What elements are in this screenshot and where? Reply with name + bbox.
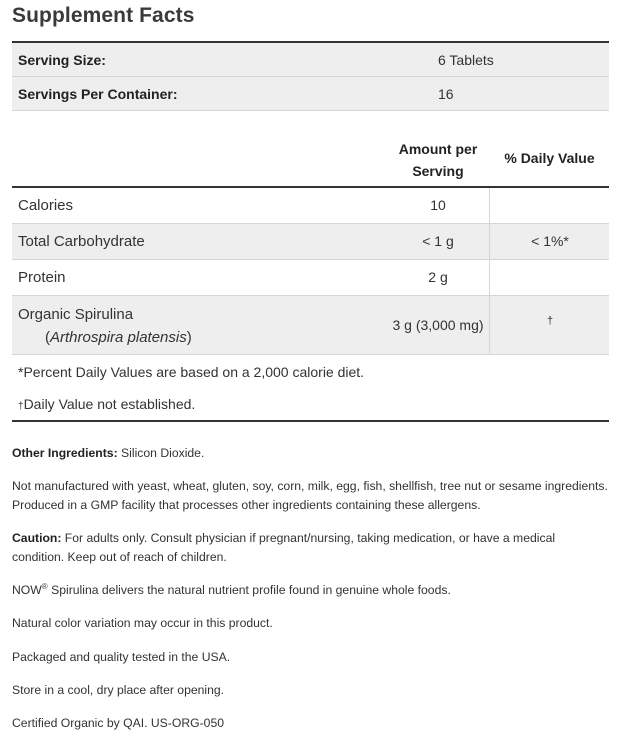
allergen-statement: Not manufactured with yeast, wheat, gluten, soy, corn, milk, egg, fish, shellfish, tree nut or sesame ingredients. Produced in a GMP facility that processes other ingredients containing these allergens. xyxy=(12,479,608,512)
nutrient-amount: 3 g (3,000 mg) xyxy=(392,317,484,333)
nutrient-name-block xyxy=(18,303,192,349)
serving-size-value: 6 Tablets xyxy=(438,51,494,68)
table-footnotes xyxy=(12,355,609,422)
nutrient-table-header xyxy=(12,128,609,188)
servings-per-container-row xyxy=(12,76,609,110)
latin-species-name: Arthrospira platensis xyxy=(50,329,187,346)
dv-not-established-footnote xyxy=(18,396,195,412)
caution-statement xyxy=(12,529,609,567)
dv-not-established-text: Daily Value not established. xyxy=(23,396,196,412)
other-ingredients xyxy=(12,444,609,463)
nutrient-name: Calories xyxy=(18,197,74,214)
serving-size-label: Serving Size: xyxy=(18,51,106,68)
nutrient-amount: 10 xyxy=(430,197,446,213)
page-title: Supplement Facts xyxy=(12,4,195,27)
storage-note: Store in a cool, dry place after opening. xyxy=(12,683,225,697)
nutrient-dv-cell xyxy=(489,224,610,259)
percent-dv-footnote: *Percent Daily Values are based on a 2,000 calorie diet. xyxy=(18,364,365,380)
packaged-note: Packaged and quality tested in the USA. xyxy=(12,650,231,664)
dagger-symbol: † xyxy=(18,401,24,412)
nutrient-dv: < 1%* xyxy=(531,233,569,249)
caution-label: Caution: xyxy=(12,531,62,545)
nutrient-latin-name xyxy=(18,326,192,349)
caution-text: For adults only. Consult physician if pregnant/nursing, taking medication, or have a medical condition. Keep out of reach of children. xyxy=(12,531,556,564)
nutrient-dv: † xyxy=(546,315,554,327)
registered-trademark: ® xyxy=(41,581,48,591)
brand-text: Spirulina delivers the natural nutrient profile found in genuine whole foods. xyxy=(47,583,451,597)
nutrient-name: Total Carbohydrate xyxy=(18,233,145,250)
serving-info-table xyxy=(12,41,609,111)
other-ingredients-label: Other Ingredients: xyxy=(12,446,118,460)
serving-size-row xyxy=(12,43,609,76)
table-row-organic-spirulina xyxy=(12,296,609,355)
nutrient-table xyxy=(12,128,609,355)
nutrient-amount: 2 g xyxy=(428,269,448,285)
amount-header-line1: Amount per xyxy=(398,141,478,157)
nutrient-name: Protein xyxy=(18,269,66,286)
table-row-calories xyxy=(12,188,609,224)
brand-statement xyxy=(12,581,609,600)
daily-value-header: % Daily Value xyxy=(504,150,595,166)
table-row-protein xyxy=(12,260,609,296)
certification-note: Certified Organic by QAI. US-ORG-050 xyxy=(12,716,224,730)
table-row-total-carbohydrate xyxy=(12,224,609,260)
nutrient-amount: < 1 g xyxy=(422,233,454,249)
other-ingredients-text: Silicon Dioxide. xyxy=(117,446,205,460)
amount-per-serving-header xyxy=(388,138,488,182)
latin-close-paren: ) xyxy=(186,329,192,346)
amount-header-line2: Serving xyxy=(412,163,464,179)
servings-per-container-value: 16 xyxy=(438,85,454,102)
latin-open-paren: ( xyxy=(45,329,50,346)
color-variation-note: Natural color variation may occur in this product. xyxy=(12,616,273,630)
nutrient-dv-cell xyxy=(489,188,610,223)
nutrient-name: Organic Spirulina xyxy=(18,306,134,323)
nutrient-dv-cell xyxy=(489,296,610,354)
servings-per-container-label: Servings Per Container: xyxy=(18,85,178,102)
nutrient-dv-cell xyxy=(489,260,610,295)
brand-name: NOW xyxy=(12,583,42,597)
